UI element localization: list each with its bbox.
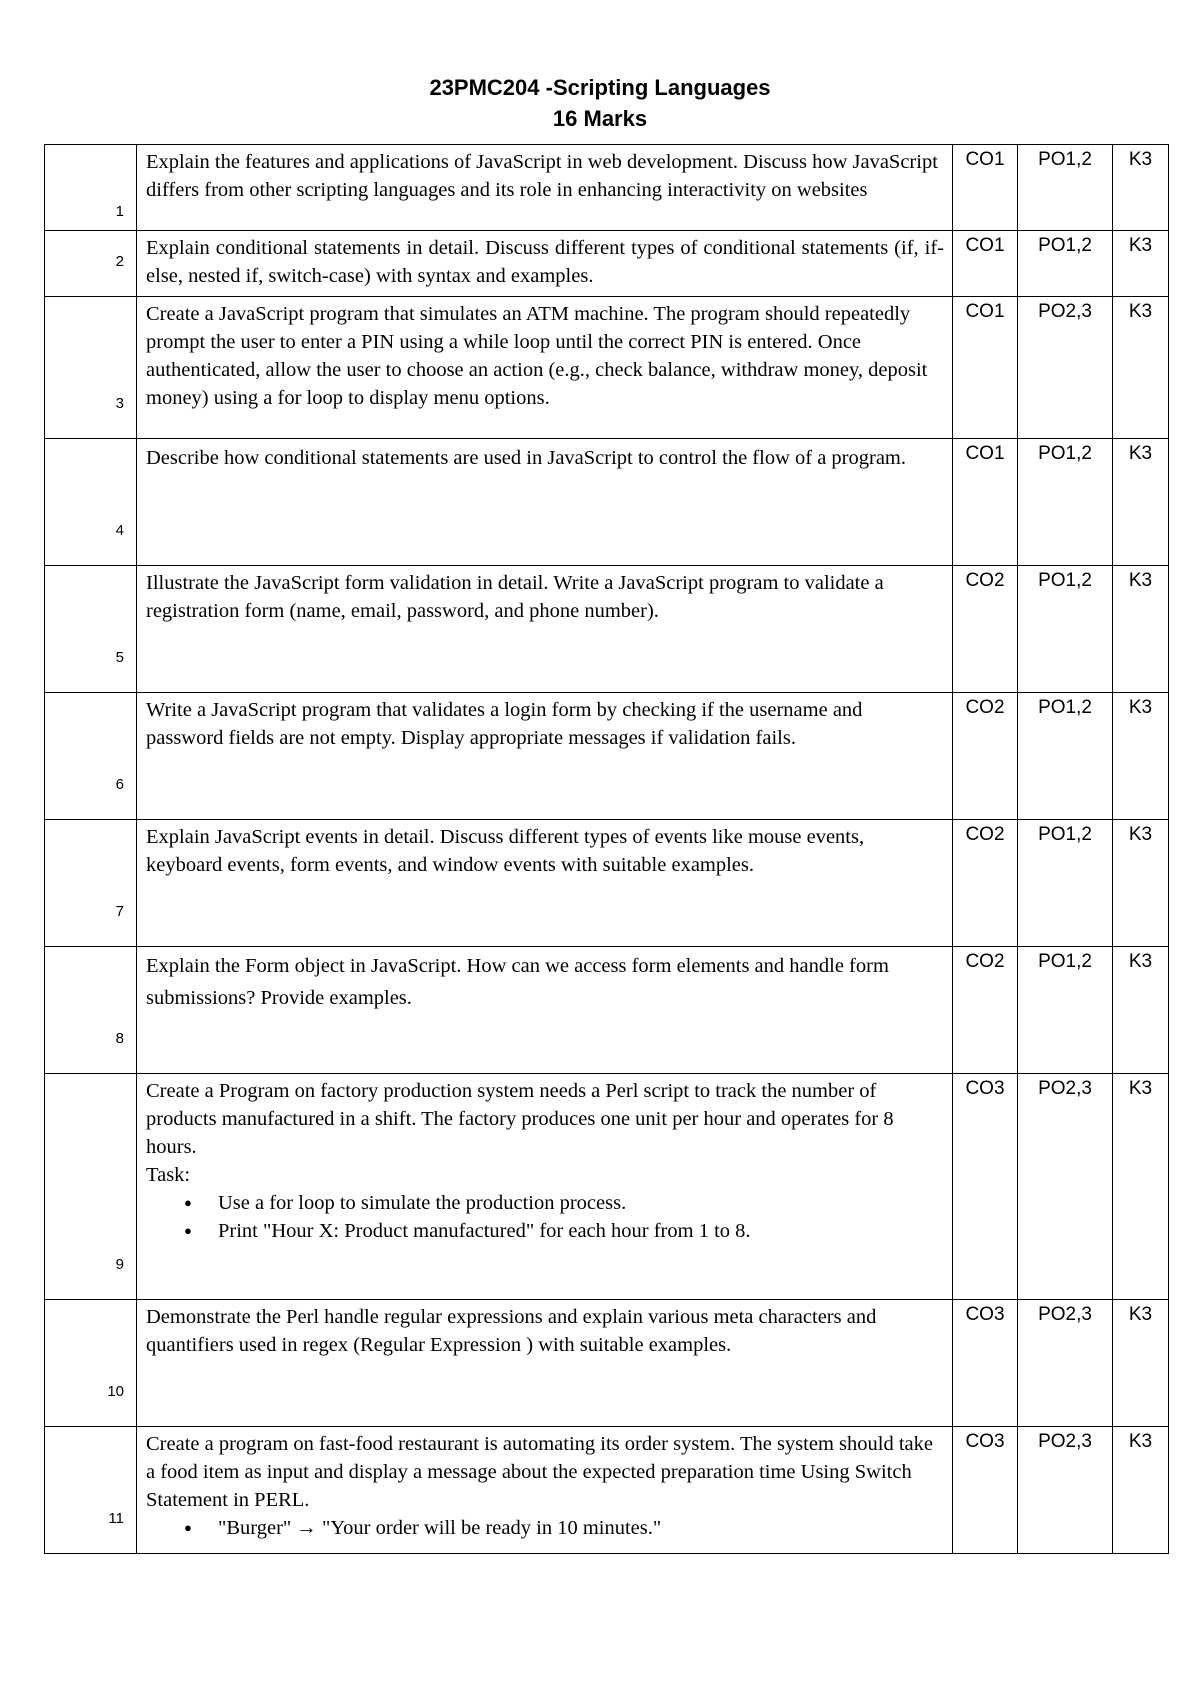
knowledge-level: K3 <box>1113 566 1169 693</box>
course-outcome: CO1 <box>953 439 1018 566</box>
knowledge-level: K3 <box>1113 439 1169 566</box>
question-text: Explain conditional statements in detail. Discuss different types of conditional statements (if, if-else, nested if, switch-case) with syntax and examples. <box>137 231 953 297</box>
knowledge-level: K3 <box>1113 947 1169 1074</box>
example-list <box>146 1514 944 1542</box>
program-outcome: PO1,2 <box>1018 566 1113 693</box>
question-text: Explain the features and applications of JavaScript in web development. Discuss how JavaScript differs from other scripting languages and its role in enhancing interactivity on websites <box>137 145 953 231</box>
question-row-9 <box>45 1074 1169 1300</box>
knowledge-level: K3 <box>1113 693 1169 820</box>
question-number: 3 <box>45 297 137 439</box>
course-outcome: CO2 <box>953 820 1018 947</box>
program-outcome: PO1,2 <box>1018 947 1113 1074</box>
question-row-10 <box>45 1300 1169 1427</box>
question-text-cell <box>137 1427 953 1554</box>
course-outcome: CO3 <box>953 1074 1018 1300</box>
knowledge-level: K3 <box>1113 297 1169 439</box>
question-row-7 <box>45 820 1169 947</box>
question-number: 1 <box>45 145 137 231</box>
question-number: 7 <box>45 820 137 947</box>
list-item: ● Use a for loop to simulate the production process. <box>218 1189 944 1217</box>
question-number: 10 <box>45 1300 137 1427</box>
document-title: 23PMC204 -Scripting Languages <box>429 75 771 100</box>
knowledge-level: K3 <box>1113 820 1169 947</box>
knowledge-level: K3 <box>1113 1300 1169 1427</box>
question-text: Create a Program on factory production system needs a Perl script to track the number of products manufactured in a shift. The factory produces one unit per hour and operates for 8 hours. <box>146 1080 894 1158</box>
program-outcome: PO2,3 <box>1018 1074 1113 1300</box>
program-outcome: PO1,2 <box>1018 439 1113 566</box>
question-row-1 <box>45 145 1169 231</box>
question-text: Explain the Form object in JavaScript. How can we access form elements and handle form submissions? Provide examples. <box>137 947 953 1074</box>
knowledge-level: K3 <box>1113 231 1169 297</box>
knowledge-level: K3 <box>1113 145 1169 231</box>
question-number: 4 <box>45 439 137 566</box>
course-outcome: CO2 <box>953 947 1018 1074</box>
task-label: Task: <box>146 1164 191 1186</box>
program-outcome: PO2,3 <box>1018 1427 1113 1554</box>
document-subtitle: 16 Marks <box>552 106 648 131</box>
program-outcome: PO1,2 <box>1018 820 1113 947</box>
course-outcome: CO3 <box>953 1427 1018 1554</box>
question-row-6 <box>45 693 1169 820</box>
program-outcome: PO2,3 <box>1018 1300 1113 1427</box>
document-header <box>0 72 1200 134</box>
question-row-8 <box>45 947 1169 1074</box>
question-number: 9 <box>45 1074 137 1300</box>
question-number: 5 <box>45 566 137 693</box>
question-row-2 <box>45 231 1169 297</box>
task-list <box>146 1189 944 1245</box>
question-number: 6 <box>45 693 137 820</box>
course-outcome: CO3 <box>953 1300 1018 1427</box>
question-text: Demonstrate the Perl handle regular expressions and explain various meta characters and quantifiers used in regex (Regular Expression ) with suitable examples. <box>137 1300 953 1427</box>
question-text: Describe how conditional statements are used in JavaScript to control the flow of a program. <box>137 439 953 566</box>
program-outcome: PO2,3 <box>1018 297 1113 439</box>
question-row-4 <box>45 439 1169 566</box>
question-number: 11 <box>45 1427 137 1554</box>
question-text-cell <box>137 1074 953 1300</box>
question-text: Create a program on fast-food restaurant is automating its order system. The system should take a food item as input and display a message about the expected preparation time Using Switch Statement in PERL. <box>146 1433 933 1511</box>
course-outcome: CO1 <box>953 145 1018 231</box>
knowledge-level: K3 <box>1113 1074 1169 1300</box>
question-number: 2 <box>45 231 137 297</box>
program-outcome: PO1,2 <box>1018 145 1113 231</box>
knowledge-level: K3 <box>1113 1427 1169 1554</box>
question-row-3 <box>45 297 1169 439</box>
question-text: Create a JavaScript program that simulates an ATM machine. The program should repeatedly prompt the user to enter a PIN using a while loop until the correct PIN is entered. Once authenticated, allow the user to choose an action (e.g., check balance, withdraw money, deposit money) using a for loop to display menu options. <box>137 297 953 439</box>
questions-table <box>44 144 1169 1554</box>
question-text: Illustrate the JavaScript form validation in detail. Write a JavaScript program to validate a registration form (name, email, password, and phone number). <box>137 566 953 693</box>
course-outcome: CO1 <box>953 297 1018 439</box>
course-outcome: CO1 <box>953 231 1018 297</box>
course-outcome: CO2 <box>953 693 1018 820</box>
question-text: Write a JavaScript program that validates a login form by checking if the username and password fields are not empty. Display appropriate messages if validation fails. <box>137 693 953 820</box>
question-row-11 <box>45 1427 1169 1554</box>
list-item: ● "Burger" → "Your order will be ready in 10 minutes." <box>218 1514 944 1542</box>
course-outcome: CO2 <box>953 566 1018 693</box>
program-outcome: PO1,2 <box>1018 693 1113 820</box>
list-item: ● Print "Hour X: Product manufactured" for each hour from 1 to 8. <box>218 1217 944 1245</box>
question-row-5 <box>45 566 1169 693</box>
program-outcome: PO1,2 <box>1018 231 1113 297</box>
question-number: 8 <box>45 947 137 1074</box>
question-text: Explain JavaScript events in detail. Discuss different types of events like mouse events, keyboard events, form events, and window events with suitable examples. <box>137 820 953 947</box>
